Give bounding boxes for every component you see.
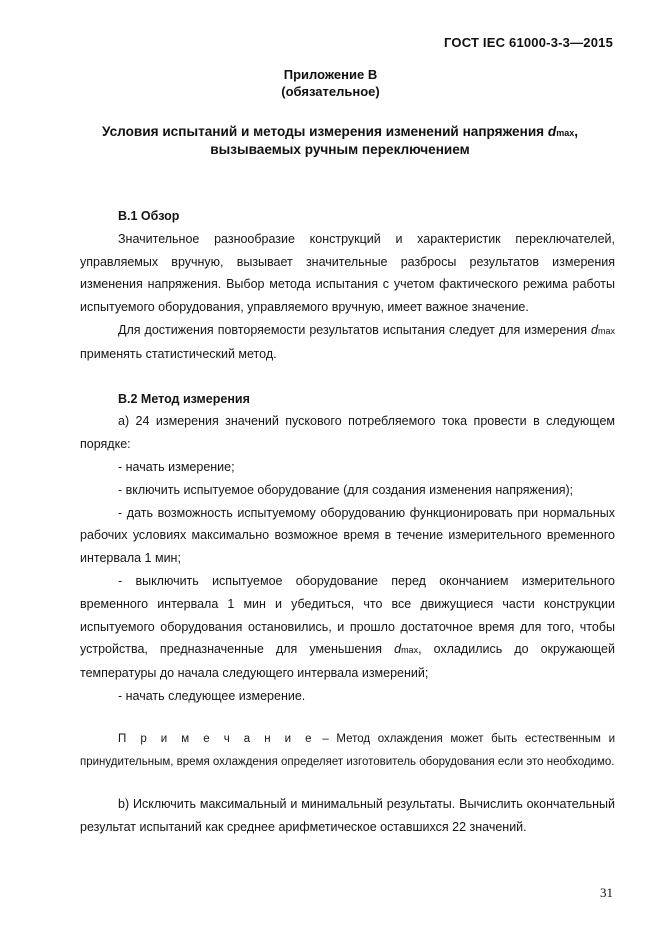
dmax-symbol: d: [547, 124, 557, 139]
standard-id: ГОСТ IEC 61000-3-3—2015: [444, 35, 613, 50]
dmax-subscript: max: [556, 128, 575, 138]
paragraph: [80, 319, 615, 366]
procedure-step: - дать возможность испытуемому оборудованию функционировать при нормальных рабочих условиях максимально возможное время в течение измерительного временного интервала 1 мин;: [80, 505, 615, 566]
dmax-subscript: max: [401, 645, 419, 656]
section-heading-b2: В.2 Метод измерения: [118, 391, 250, 406]
procedure-step: - начать следующее измерение.: [118, 688, 306, 703]
paragraph-text: Для достижения повторяемости результатов испытания следует для измерения: [118, 322, 592, 337]
annex-title-text: Условия испытаний и методы измерения изменений напряжения: [101, 124, 548, 139]
annex-title-punct: ,: [574, 124, 579, 139]
note: [80, 728, 615, 774]
dmax-subscript: max: [597, 325, 615, 336]
paragraph-text: применять статистический метод.: [80, 346, 277, 361]
document-body: [80, 205, 615, 839]
dmax-symbol: d: [394, 642, 402, 657]
annex-label: Приложение В: [283, 67, 378, 82]
dmax-symbol: d: [591, 322, 598, 337]
note-text: – Метод охлаждения может быть естественным и принудительным, время охлаждения определяет изготовитель оборудования если это необходимо.: [80, 732, 615, 768]
section-heading-b1: В.1 Обзор: [118, 209, 180, 223]
annex-status: (обязательное): [281, 84, 380, 99]
paragraph: Значительное разнообразие конструкций и характеристик переключателей, управляемых вручную, вызывает значительные разбросы результатов измерения изменения напряжения. Выбор метода испытания с учетом фактического режима работы испытуемого оборудования, управляемого вручную, имеет важное значение.: [80, 231, 615, 315]
list-item-b: b) Исключить максимальный и минимальный результаты. Вычислить окончательный результат испытаний как среднее арифметическое оставшихся 22 значений.: [80, 797, 615, 835]
procedure-step: - включить испытуемое оборудование (для создания изменения напряжения);: [118, 482, 574, 497]
step-text: , охладились до окружающей температуры до начала следующего интервала измерений;: [80, 642, 615, 681]
note-label: П р и м е ч а н и е: [118, 732, 315, 745]
procedure-step: [80, 570, 615, 685]
annex-title-line2: вызываемых ручным переключением: [210, 142, 470, 157]
list-item-a: а) 24 измерения значений пускового потребляемого тока провести в следующем порядке:: [80, 414, 615, 452]
step-text: - выключить испытуемое оборудование перед окончанием измерительного временного интервала 1 мин и убедиться, что все движущиеся части конструкции испытуемого оборудования остановились, и прошло достаточное время для того, чтобы устройства, предназначенные для уменьшения: [80, 573, 615, 657]
page-number: 31: [600, 885, 613, 900]
annex-title-line1: [60, 124, 620, 139]
procedure-step: - начать измерение;: [118, 459, 235, 474]
